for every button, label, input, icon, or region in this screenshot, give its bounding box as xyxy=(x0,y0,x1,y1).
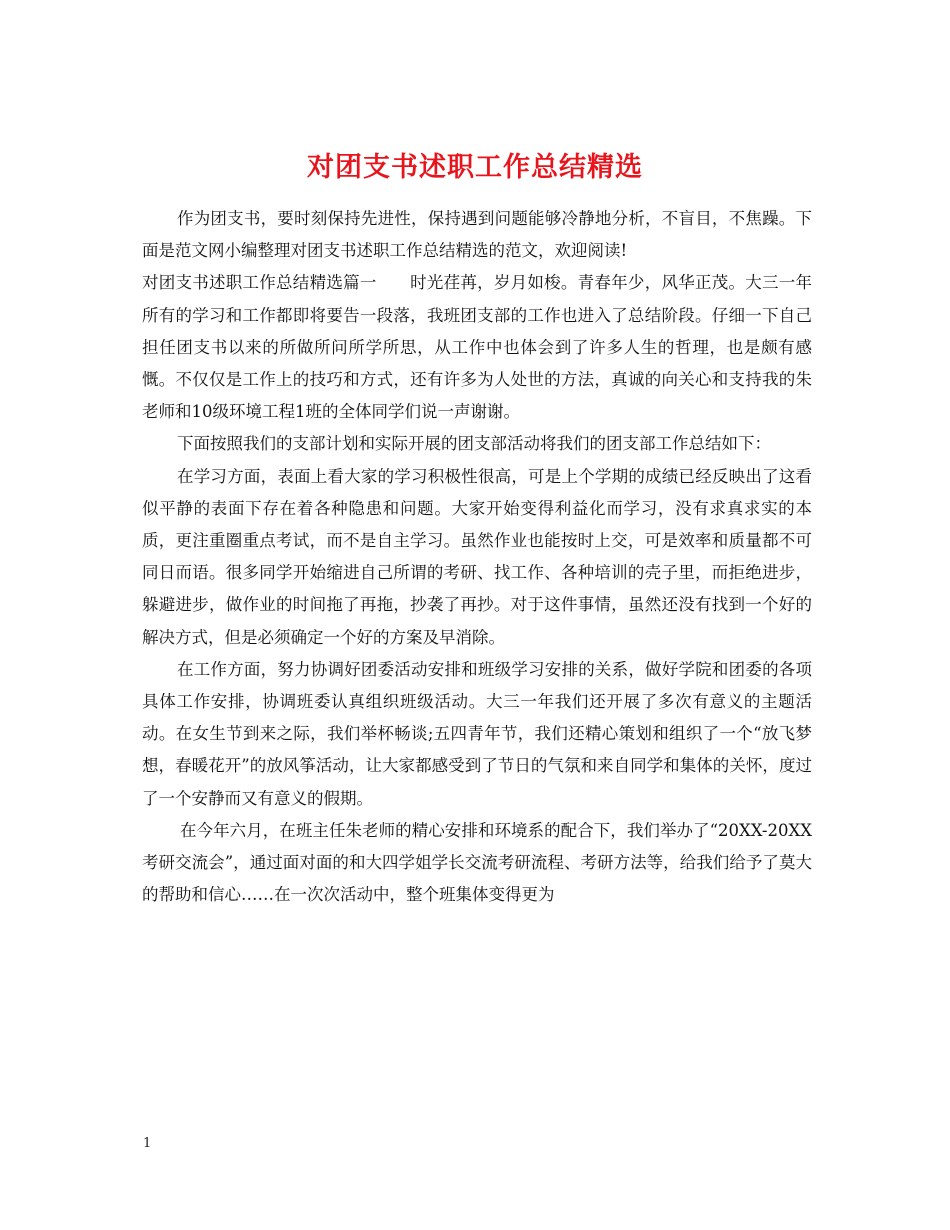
page-number: 1 xyxy=(143,1136,152,1151)
paragraph-study: 在学习方面，表面上看大家的学习积极性很高，可是上个学期的成绩已经反映出了这看似平静的表面下存在着各种隐患和问题。大家开始变得利益化而学习，没有求真求实的本质，更注重圈重点考试，而不是自主学习。虽然作业也能按时上交，可是效率和质量都不可同日而语。很多同学开始缩进自己所谓的考研、找工作、各种培训的壳子里，而拒绝进步，躲避进步，做作业的时间拖了再拖，抄袭了再抄。对于这件事情，虽然还没有找到一个好的解决方式，但是必须确定一个好的方案及早消除。 xyxy=(142,466,812,647)
document-title: 对团支书述职工作总结精选 xyxy=(307,152,643,184)
paragraph-work: 在工作方面，努力协调好团委活动安排和班级学习安排的关系，做好学院和团委的各项具体工作安排，协调班委认真组织班级活动。大三一年我们还开展了多次有意义的主题活动。在女生节到来之际，我们举杯畅谈;五四青年节，我们还精心策划和组织了一个“放飞梦想，春暖花开”的放风筝活动，让大家都感受到了节日的气氛和来自同学和集体的关怀，度过了一个安静而又有意义的假期。 xyxy=(142,659,812,808)
paragraph-section-one: 对团支书述职工作总结精选篇一 时光荏苒，岁月如梭。青春年少，风华正茂。大三一年所有的学习和工作都即将要告一段落，我班团支部的工作也进入了总结阶段。仔细一下自己担任团支书以来的所做所问所学所思，从工作中也体会到了许多人生的哲理，也是颇有感慨。不仅仅是工作上的技巧和方式，还有许多为人处世的方法，真诚的向关心和支持我的朱老师和10级环境工程1班的全体同学们说一声谢谢。 xyxy=(142,273,812,422)
paragraph-intro: 作为团支书，要时刻保持先进性，保持遇到问题能够冷静地分析，不盲目，不焦躁。下面是范文网小编整理对团支书述职工作总结精选的范文，欢迎阅读! xyxy=(142,209,812,261)
paragraph-june: 在今年六月，在班主任朱老师的精心安排和环境系的配合下，我们举办了“20XX-20XX考研交流会”，通过面对面的和大四学姐学长交流考研流程、考研方法等，给我们给予了莫大的帮助和信心……在一次次活动中，整个班集体变得更为 xyxy=(142,820,812,905)
paragraph-plan: 下面按照我们的支部计划和实际开展的团支部活动将我们的团支部工作总结如下： xyxy=(177,434,771,454)
document-body xyxy=(142,203,812,911)
